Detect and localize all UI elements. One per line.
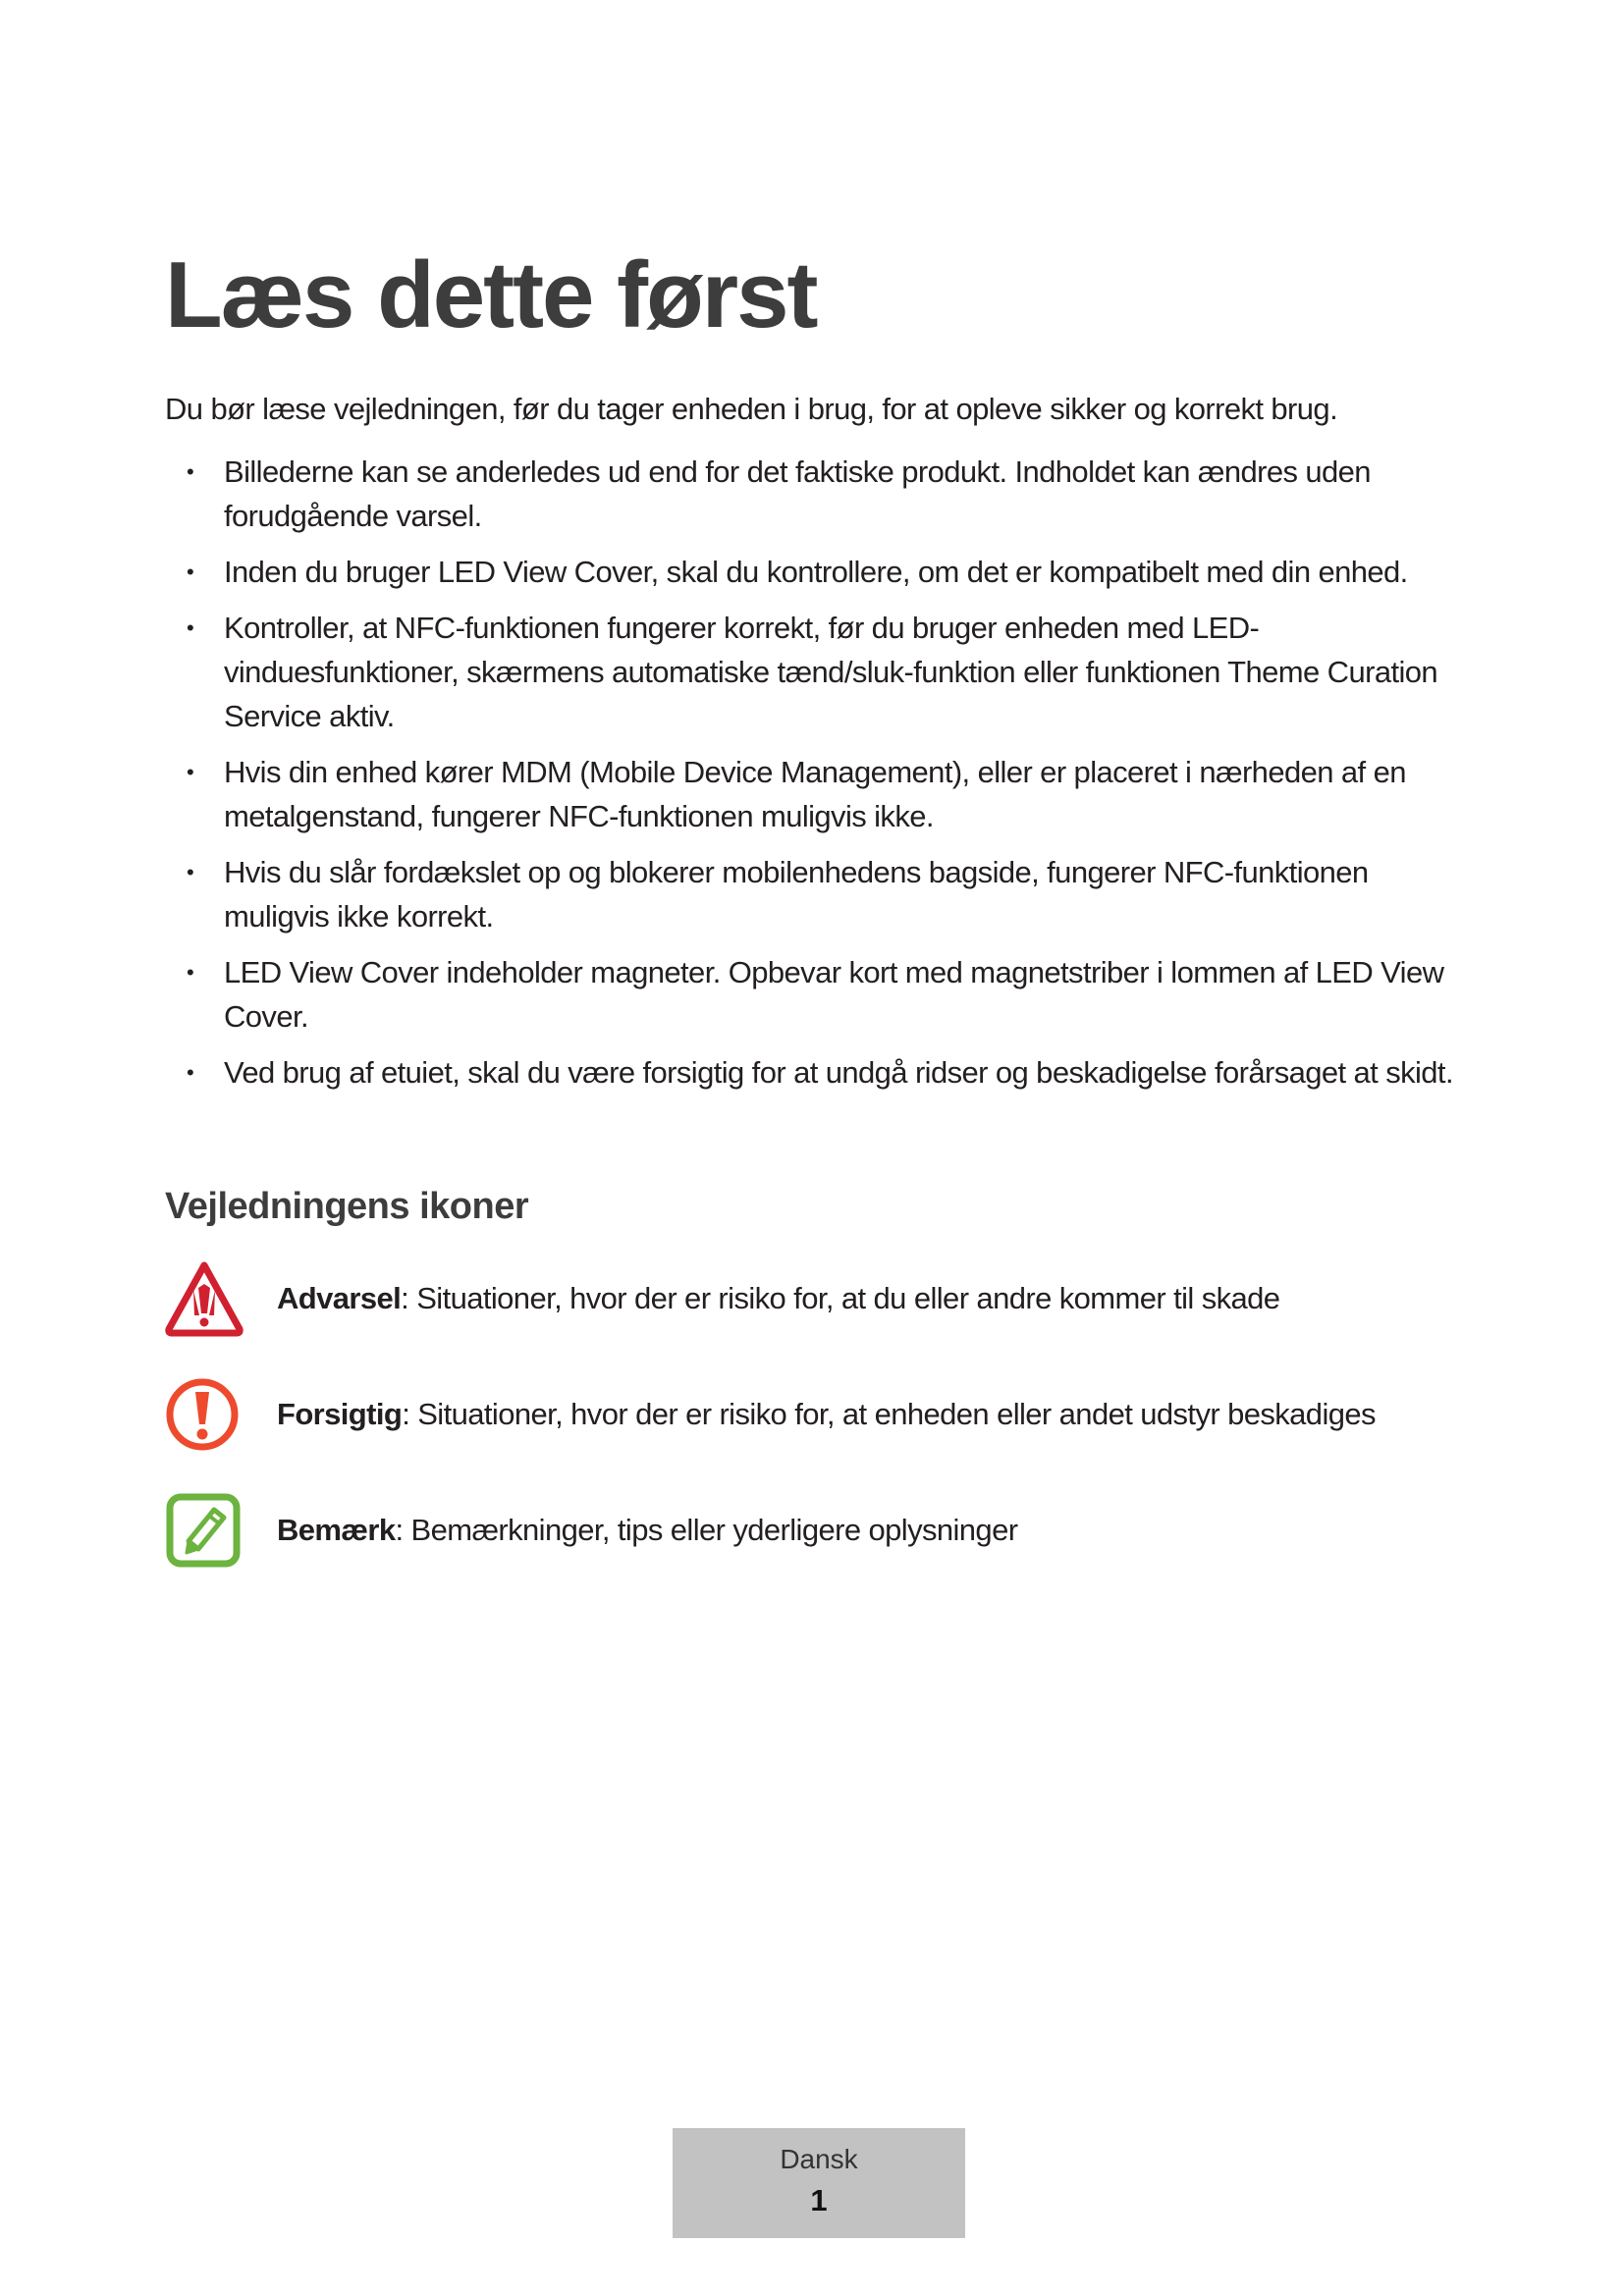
bullet-dot: • bbox=[187, 459, 194, 484]
icon-legend-text bbox=[277, 1281, 1279, 1316]
bullet-text: Inden du bruger LED View Cover, skal du kontrollere, om det er kompatibelt med din enhed. bbox=[224, 555, 1408, 589]
icons-section-heading: Vejledningens ikoner bbox=[165, 1186, 529, 1227]
note-pencil-icon bbox=[165, 1492, 244, 1569]
icon-legend-description: Situationer, hvor der er risiko for, at enheden eller andet udstyr beskadiges bbox=[409, 1397, 1376, 1431]
bullet-dot: • bbox=[187, 615, 194, 640]
icon-legend-label: Bemærk bbox=[277, 1513, 396, 1547]
bullet-dot: • bbox=[187, 760, 194, 784]
bullet-item bbox=[165, 850, 1481, 938]
icon-legend-separator: : bbox=[401, 1281, 409, 1315]
page-footer bbox=[673, 2128, 965, 2238]
caution-circle-icon bbox=[165, 1376, 244, 1453]
bullet-text: Billederne kan se anderledes ud end for det faktiske produkt. Indholdet kan ændres uden forudgående varsel. bbox=[224, 454, 1371, 533]
bullet-item bbox=[165, 1050, 1481, 1095]
intro-paragraph: Du bør læse vejledningen, før du tager enheden i brug, for at opleve sikker og korrekt brug. bbox=[165, 392, 1338, 426]
warning-triangle-icon bbox=[165, 1260, 244, 1337]
icon-legend-label: Advarsel bbox=[277, 1281, 402, 1315]
bullet-item bbox=[165, 550, 1481, 594]
bullet-item bbox=[165, 606, 1481, 738]
bullet-text: Hvis din enhed kører MDM (Mobile Device Management), eller er placeret i nærheden af en metalgenstand, fungerer NFC-funktionen muligvis ikke. bbox=[224, 755, 1406, 833]
icon-legend-text bbox=[277, 1397, 1376, 1432]
bullet-text: Kontroller, at NFC-funktionen fungerer korrekt, før du bruger enheden med LED-vinduesfunktioner, skærmens automatiske tænd/sluk-funktion eller funktionen Theme Curation Service aktiv. bbox=[224, 611, 1438, 733]
icon-legend-description: Bemærkninger, tips eller yderligere oplysninger bbox=[403, 1513, 1018, 1547]
bullet-item bbox=[165, 450, 1481, 538]
bullet-dot: • bbox=[187, 860, 194, 884]
footer-page-number: 1 bbox=[810, 2183, 828, 2217]
icon-legend-note bbox=[165, 1492, 1490, 1569]
icon-legend-label: Forsigtig bbox=[277, 1397, 403, 1431]
icon-legend-warning bbox=[165, 1260, 1490, 1337]
icon-legend-caution bbox=[165, 1376, 1490, 1453]
bullet-text: Ved brug af etuiet, skal du være forsigtig for at undgå ridser og beskadigelse forårsaget at skidt. bbox=[224, 1055, 1453, 1090]
bullet-dot: • bbox=[187, 960, 194, 985]
icon-legend-text bbox=[277, 1513, 1017, 1548]
page-title: Læs dette først bbox=[165, 242, 817, 347]
icon-legend-separator: : bbox=[402, 1397, 410, 1431]
bullet-text: Hvis du slår fordækslet op og blokerer mobilenhedens bagside, fungerer NFC-funktionen muligvis ikke korrekt. bbox=[224, 855, 1369, 934]
icon-legend-separator: : bbox=[395, 1513, 404, 1547]
bullet-text: LED View Cover indeholder magneter. Opbevar kort med magnetstriber i lommen af LED View Cover. bbox=[224, 955, 1444, 1034]
bullet-item bbox=[165, 750, 1481, 838]
bullet-dot: • bbox=[187, 560, 194, 584]
bullet-item bbox=[165, 950, 1481, 1039]
bullet-list bbox=[165, 450, 1481, 1106]
footer-language: Dansk bbox=[780, 2144, 858, 2174]
icon-legend-description: Situationer, hvor der er risiko for, at du eller andre kommer til skade bbox=[408, 1281, 1280, 1315]
bullet-dot: • bbox=[187, 1060, 194, 1085]
